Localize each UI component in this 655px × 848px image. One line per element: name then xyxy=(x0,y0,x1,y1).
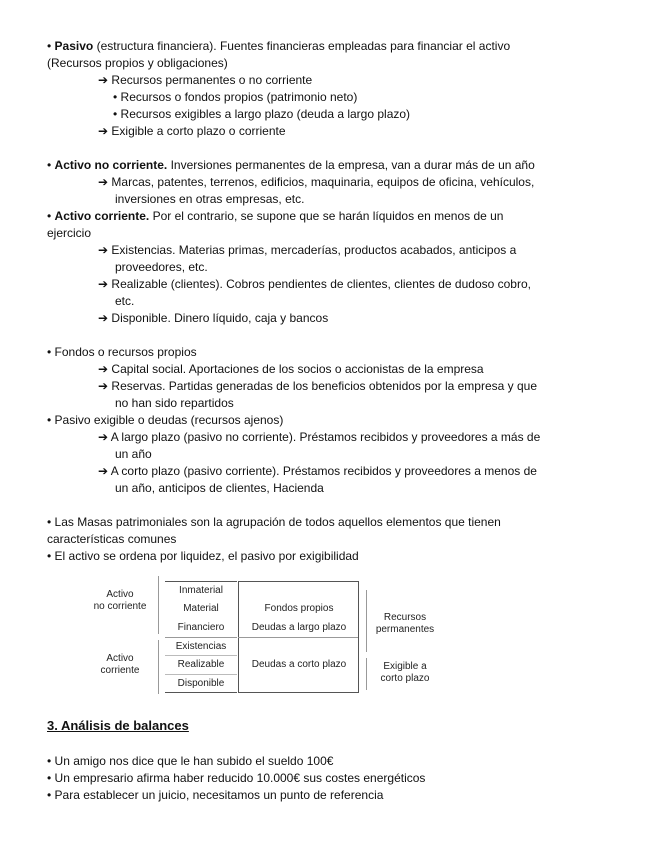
arrow-icon: ➔ xyxy=(98,277,109,291)
item-text: Disponible. Dinero líquido, caja y bancos xyxy=(111,311,329,325)
existencias-line-2: proveedores, etc. xyxy=(115,260,208,274)
corto-plazo-line-2: un año, anticipos de clientes, Hacienda xyxy=(115,481,324,495)
bottom-rule xyxy=(165,692,237,693)
pasivo-exigible-line xyxy=(47,412,283,428)
bullet: • xyxy=(47,771,52,785)
arrow-icon: ➔ xyxy=(98,124,109,138)
item-text: Exigible a corto plazo o corriente xyxy=(111,124,286,138)
label-line: Activo xyxy=(106,589,134,600)
item-text: Realizable (clientes). Cobros pendientes de clientes, clientes de dudoso cobro, xyxy=(111,277,531,291)
bullet: • xyxy=(47,413,52,427)
fondos-propios-cell: Fondos propios xyxy=(264,603,334,614)
bullet: • xyxy=(47,549,52,563)
arrow-icon: ➔ xyxy=(98,175,109,189)
item-text: Reservas. Partidas generadas de los beneficios obtenidos por la empresa y que xyxy=(111,379,537,393)
item-text: Para establecer un juicio, necesitamos un punto de referencia xyxy=(54,788,384,802)
divider xyxy=(165,674,237,675)
label-line: corriente xyxy=(100,665,140,676)
pasivo-definition: (estructura financiera). Fuentes financieras empleadas para financiar el activo xyxy=(93,39,511,53)
item-text: Un empresario afirma haber reducido 10.000€ sus costes energéticos xyxy=(54,771,426,785)
divider xyxy=(165,637,237,638)
item-text: Marcas, patentes, terrenos, edificios, maquinaria, equipos de oficina, vehículos, xyxy=(111,175,535,189)
recursos-permanentes-item xyxy=(98,72,312,88)
arrow-icon: ➔ xyxy=(98,243,109,257)
recursos-permanentes-label xyxy=(370,612,440,636)
disponible-item xyxy=(98,310,328,326)
top-rule xyxy=(238,581,358,582)
anc-examples-line-2: inversiones en otras empresas, etc. xyxy=(115,192,305,206)
activo-no-corriente-term: Activo no corriente. xyxy=(54,158,168,172)
bullet: • xyxy=(113,90,118,104)
divider xyxy=(165,655,237,656)
activo-corriente-line-2: ejercicio xyxy=(47,226,92,240)
bullet: • xyxy=(47,39,52,53)
exigible-corto-item xyxy=(98,123,286,139)
arrow-icon: ➔ xyxy=(98,73,109,87)
item-text: Las Masas patrimoniales son la agrupación de todos aquellos elementos que tienen xyxy=(54,515,501,529)
arrow-icon: ➔ xyxy=(98,311,109,325)
bullet: • xyxy=(47,345,52,359)
section-heading: 3. Análisis de balances xyxy=(47,718,189,733)
realizable-item xyxy=(98,276,531,292)
arrow-icon: ➔ xyxy=(98,379,109,393)
masas-line xyxy=(47,514,501,530)
bullet: • xyxy=(47,209,52,223)
item-text: El activo se ordena por liquidez, el pasivo por exigibilidad xyxy=(54,549,359,563)
divider xyxy=(238,637,358,638)
item-text: Por el contrario, se supone que se harán líquidos en menos de un xyxy=(149,209,504,223)
item-text: Recursos permanentes o no corriente xyxy=(108,73,313,87)
realizable-line-2: etc. xyxy=(115,294,135,308)
disponible-cell: Disponible xyxy=(177,678,225,689)
bottom-rule xyxy=(238,692,358,693)
pasivo-line xyxy=(47,38,510,54)
capital-item xyxy=(98,361,484,377)
largo-plazo-line-2: un año xyxy=(115,447,152,461)
bullet: • xyxy=(47,158,52,172)
fondos-propios-subitem xyxy=(113,89,357,105)
pasivo-term: Pasivo xyxy=(54,39,94,53)
bullet: • xyxy=(47,515,52,529)
item-text: Existencias. Materias primas, mercaderías, productos acabados, anticipos a xyxy=(111,243,517,257)
item-text: Capital social. Aportaciones de los socios o accionistas de la empresa xyxy=(111,362,484,376)
label-line: no corriente xyxy=(93,601,147,612)
bullet-line-3 xyxy=(47,787,383,803)
activo-no-corriente-line xyxy=(47,157,535,173)
arrow-icon: ➔ xyxy=(98,362,109,376)
item-text: Un amigo nos dice que le han subido el sueldo 100€ xyxy=(54,754,334,768)
activo-corriente-term: Activo corriente. xyxy=(54,209,150,223)
pasivo-line-2: (Recursos propios y obligaciones) xyxy=(47,56,228,70)
reservas-line-2: no han sido repartidos xyxy=(115,396,234,410)
item-text: Pasivo exigible o deudas (recursos ajenos) xyxy=(54,413,284,427)
label-line: Activo xyxy=(106,653,134,664)
label-line: permanentes xyxy=(375,624,435,635)
financiero-cell: Financiero xyxy=(177,622,225,633)
activo-no-corriente-label xyxy=(84,589,156,613)
label-line: corto plazo xyxy=(380,673,430,684)
exigible-corto-label xyxy=(370,661,440,685)
bullet: • xyxy=(47,754,52,768)
deudas-largo-cell: Deudas a largo plazo xyxy=(251,622,347,633)
item-text: Inversiones permanentes de la empresa, van a durar más de un año xyxy=(167,158,535,172)
label-line: Exigible a xyxy=(383,661,427,672)
anc-examples-item xyxy=(98,174,534,190)
bullet-line-1 xyxy=(47,753,333,769)
arrow-icon: ➔ xyxy=(98,464,109,478)
bracket-activo-nc xyxy=(158,576,159,634)
orden-line xyxy=(47,548,359,564)
exigibles-largo-subitem xyxy=(113,106,410,122)
masas-line-2: características comunes xyxy=(47,532,177,546)
item-text: Recursos exigibles a largo plazo (deuda a largo plazo) xyxy=(120,107,411,121)
item-text: A largo plazo (pasivo no corriente). Préstamos recibidos y proveedores a más de xyxy=(110,430,541,444)
bullet: • xyxy=(47,788,52,802)
existencias-item xyxy=(98,242,516,258)
item-text: Fondos o recursos propios xyxy=(54,345,197,359)
label-line: Recursos xyxy=(383,612,427,623)
existencias-cell: Existencias xyxy=(175,641,227,652)
bracket-recursos xyxy=(366,590,367,652)
bullet: • xyxy=(113,107,118,121)
fondos-propios-line xyxy=(47,344,197,360)
activo-corriente-label xyxy=(84,653,156,677)
item-text: Recursos o fondos propios (patrimonio neto) xyxy=(120,90,358,104)
bullet-line-2 xyxy=(47,770,425,786)
top-rule xyxy=(165,581,237,582)
bracket-exigible xyxy=(366,658,367,690)
largo-plazo-item xyxy=(98,429,540,445)
right-border xyxy=(358,581,359,693)
item-text: A corto plazo (pasivo corriente). Préstamos recibidos y proveedores a menos de xyxy=(110,464,537,478)
activo-corriente-line xyxy=(47,208,503,224)
corto-plazo-item xyxy=(98,463,537,479)
realizable-cell: Realizable xyxy=(177,659,225,670)
deudas-corto-cell: Deudas a corto plazo xyxy=(251,659,347,670)
material-cell: Material xyxy=(183,603,219,614)
arrow-icon: ➔ xyxy=(98,430,109,444)
reservas-item xyxy=(98,378,537,394)
inmaterial-cell: Inmaterial xyxy=(179,585,223,596)
bracket-activo-c xyxy=(158,640,159,694)
